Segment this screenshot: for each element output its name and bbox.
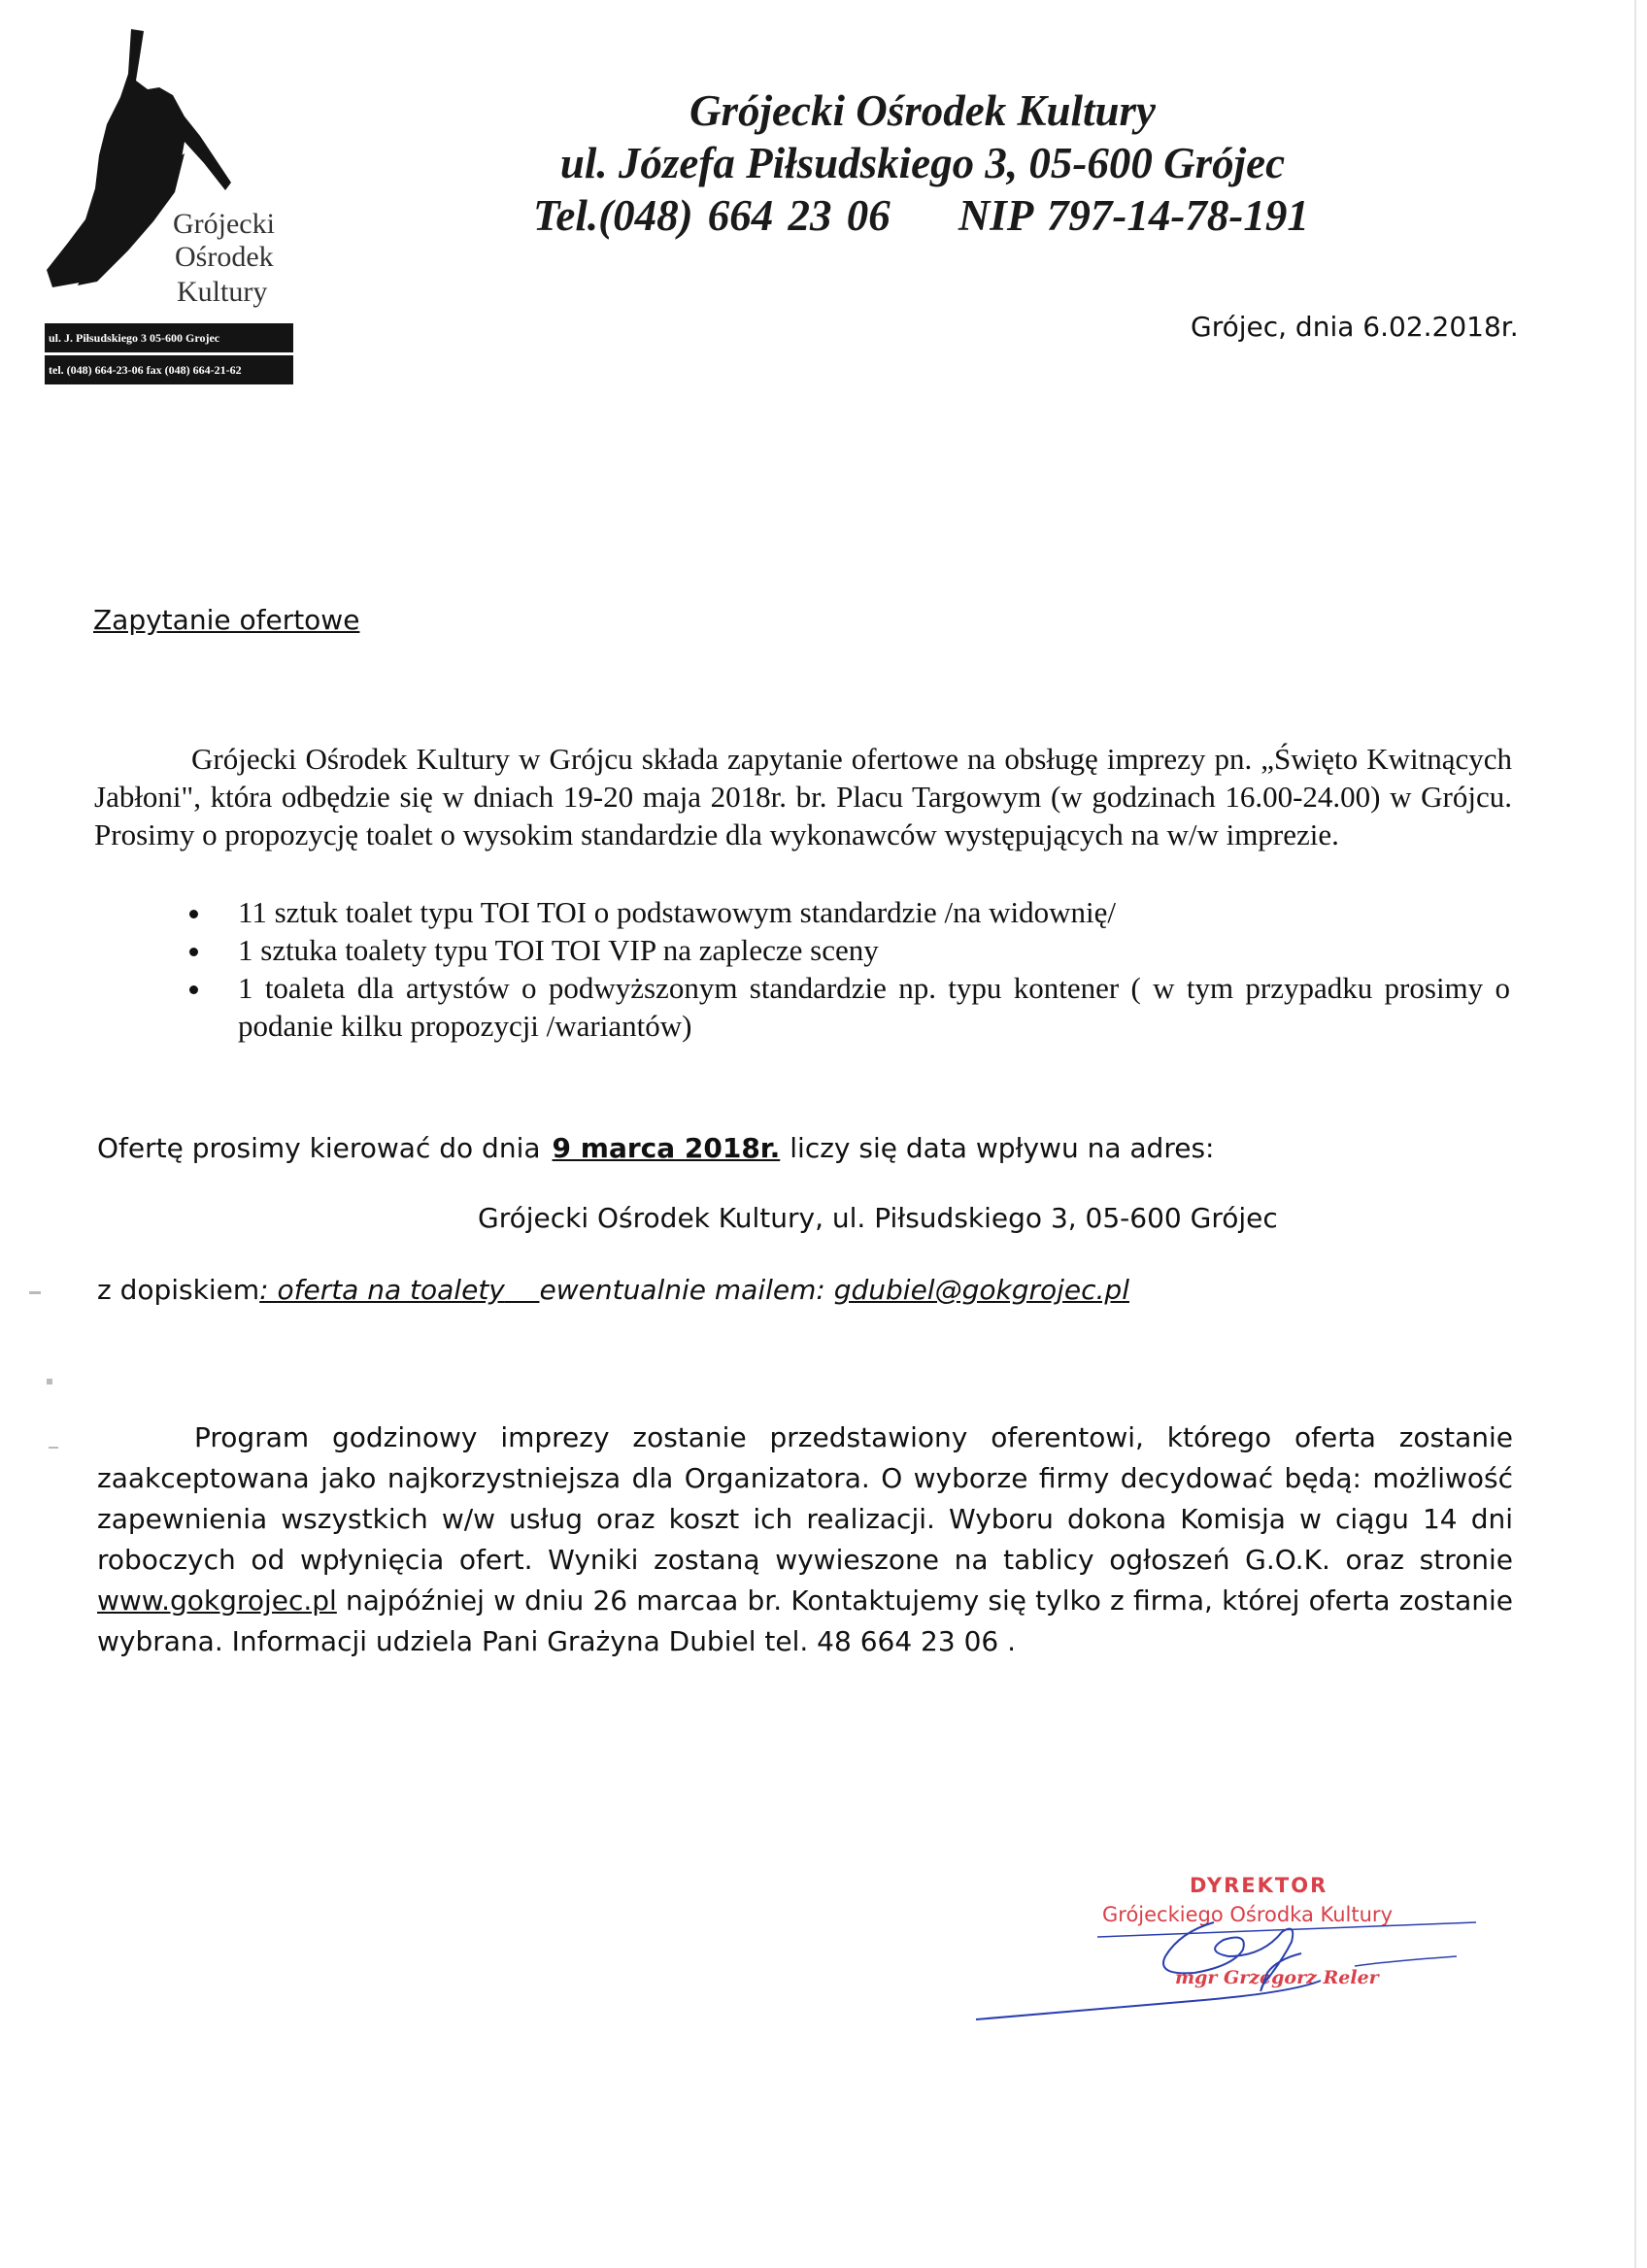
intro-paragraph: Grójecki Ośrodek Kultury w Grójcu składa zapytanie ofertowe na obsługę imprezy pn. „Święto Kwitnących Jabłoni", która odbędzie się w dniach 19-20 maja 2018r. br. Placu Targowym (w godzinach 16.00-24.00) w Grójcu. Prosimy o propozycję toalet o wysokim standardzie dla wykonawców występujących na w/w imprezie. — [94, 742, 1512, 851]
stamp-organization: Grójeckiego Ośrodka Kultury — [1102, 1903, 1393, 1926]
requirements-list — [189, 893, 1510, 1045]
bullet-icon — [189, 948, 198, 956]
letterhead-org-name: Grójecki Ośrodek Kultury — [689, 86, 1156, 135]
offer-deadline-line: Ofertę prosimy kierować do dnia 9 marca 2018r. liczy się data wpływu na adres: — [97, 1132, 1215, 1164]
scan-speck — [29, 1291, 41, 1294]
logo-text-line1: Grójecki — [173, 208, 275, 240]
letter-subject: Zapytanie ofertowe — [93, 604, 360, 636]
email-link[interactable]: gdubiel@gokgrojec.pl — [833, 1274, 1129, 1306]
program-paragraph: Program godzinowy imprezy zostanie przedstawiony oferentowi, którego oferta zostanie zaakceptowana jako najkorzystniejsza dla Organizatora. O wyborze firmy decydować będą: możliwość zapewnienia wszystkich w/w usług oraz koszt ich realizacji. Wyboru dokona Komisja w ciągu 14 dni roboczych od wpłynięcia ofert. Wyniki zostaną wywieszone na tablicy ogłoszeń G.O.K. oraz stronie www.gokgrojec.pl najpóźniej w dniu 26 marcaa br. Kontaktujemy się tylko z firma, której oferta zostanie wybrana. Informacji udziela Pani Grażyna Dubiel tel. 48 664 23 06 . — [97, 1421, 1513, 1657]
logo-text-line2: Ośrodek — [175, 241, 274, 273]
scan-speck — [47, 1379, 52, 1384]
list-item: 1 toaleta dla artystów o podwyższonym standardzie np. typu kontener ( w tym przypadku prosimy o podanie kilku propozycji /wariantów) — [189, 969, 1510, 1045]
letterhead-address: ul. Józefa Piłsudskiego 3, 05-600 Grójec — [559, 139, 1286, 187]
organization-logo — [39, 27, 301, 386]
envelope-note-tag: : oferta na toalety — [259, 1274, 505, 1306]
logo-phone-band: tel. (048) 664-23-06 fax (048) 664-21-62 — [45, 355, 293, 384]
list-item: 11 sztuk toalet typu TOI TOI o podstawowym standardzie /na widownię/ — [189, 893, 1510, 931]
website-link[interactable]: www.gokgrojec.pl — [97, 1584, 337, 1617]
director-stamp — [971, 1864, 1476, 2039]
letterhead-phone: Tel.(048) 664 23 06 — [533, 191, 891, 240]
offer-deadline-date: 9 marca 2018r. — [552, 1132, 781, 1164]
letterhead-contact — [533, 190, 1465, 241]
bullet-icon — [189, 985, 198, 994]
letter-date: Grójec, dnia 6.02.2018r. — [1191, 311, 1519, 343]
stamp-title: DYREKTOR — [1190, 1874, 1328, 1897]
delivery-address: Grójecki Ośrodek Kultury, ul. Piłsudskiego 3, 05-600 Grójec — [478, 1202, 1278, 1234]
list-item: 1 sztuka toalety typu TOI TOI VIP na zaplecze sceny — [189, 931, 1510, 969]
bullet-icon — [189, 910, 198, 918]
scan-edge — [1634, 0, 1636, 2268]
stamp-name: mgr Grzegorz Reler — [1175, 1967, 1379, 1988]
signature-icon — [971, 1864, 1476, 2039]
letterhead-nip: NIP 797-14-78-191 — [958, 191, 1309, 240]
scan-speck — [49, 1447, 58, 1449]
envelope-note-line: z dopiskiem: oferta na toalety ewentualnie mailem: gdubiel@gokgrojec.pl — [97, 1274, 1129, 1306]
logo-address-band: ul. J. Piłsudskiego 3 05-600 Grojec — [45, 323, 293, 352]
logo-text-line3: Kultury — [177, 276, 268, 308]
